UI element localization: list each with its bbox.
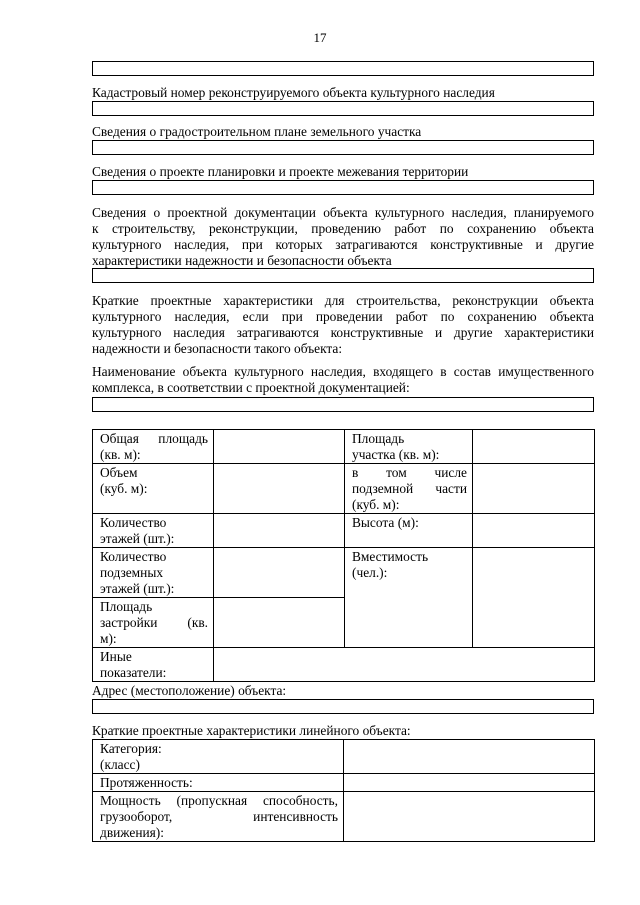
total-area-label: Общая площадь (кв. м): [93, 430, 214, 464]
underground-floors-value[interactable] [214, 548, 345, 598]
planning-project-label: Сведения о проекте планировки и проекте межевания территории [92, 164, 469, 179]
site-area-value[interactable] [473, 430, 595, 464]
power-label: Мощность (пропускная способность, грузооборот, интенсивность движения): [93, 792, 344, 842]
height-label: Высота (м): [345, 514, 473, 548]
brief-characteristics-label [92, 293, 594, 357]
urban-plan-field[interactable] [92, 140, 594, 155]
power-value[interactable] [344, 792, 595, 842]
cadastral-field[interactable] [92, 101, 594, 116]
built-area-value[interactable] [214, 598, 345, 648]
other-indicators-label: Иные показатели: [93, 648, 214, 682]
length-label: Протяженность: [93, 774, 344, 792]
brief-characteristics-line: культурного наследия затрагиваются конструктивные и другие характеристики [92, 325, 594, 340]
category-label: Категория: (класс) [93, 740, 344, 774]
field-top-blank[interactable] [92, 61, 594, 76]
project-docs-line: культурного наследия, при которых затрагиваются конструктивные и другие [92, 237, 594, 252]
underground-volume-label: в том числе подземной части (куб. м): [345, 464, 473, 514]
project-docs-field[interactable] [92, 268, 594, 283]
floors-value[interactable] [214, 514, 345, 548]
linear-object-table [92, 739, 595, 842]
object-name-line: Наименование объекта культурного наследия, входящего в состав имущественного [92, 364, 594, 379]
height-value[interactable] [473, 514, 595, 548]
volume-label: Объем (куб. м): [93, 464, 214, 514]
underground-volume-value[interactable] [473, 464, 595, 514]
category-value[interactable] [344, 740, 595, 774]
brief-characteristics-line: надежности и безопасности такого объекта: [92, 341, 343, 356]
floors-label: Количество этажей (шт.): [93, 514, 214, 548]
brief-characteristics-line: Краткие проектные характеристики для строительства, реконструкции объекта [92, 293, 594, 308]
cadastral-label: Кадастровый номер реконструируемого объекта культурного наследия [92, 85, 495, 100]
capacity-label: Вместимость (чел.): [345, 548, 473, 648]
built-area-label: Площадь застройки (кв. м): [93, 598, 214, 648]
linear-object-label: Краткие проектные характеристики линейного объекта: [92, 723, 411, 738]
project-docs-line: Сведения о проектной документации объекта культурного наследия, планируемого [92, 205, 594, 220]
volume-value[interactable] [214, 464, 345, 514]
other-indicators-value[interactable] [214, 648, 595, 682]
object-name-field[interactable] [92, 397, 594, 412]
page-number: 17 [313, 30, 327, 45]
project-docs-line: характеристики надежности и безопасности объекта [92, 253, 392, 268]
project-docs-line: к строительству, реконструкции, проведению работ по сохранению объекта [92, 221, 594, 236]
address-label: Адрес (местоположение) объекта: [92, 683, 287, 698]
object-name-line: комплекса, в соответствии с проектной документацией: [92, 380, 410, 395]
site-area-label: Площадь участка (кв. м): [345, 430, 473, 464]
object-name-label [92, 364, 594, 396]
object-characteristics-table [92, 429, 595, 682]
capacity-value[interactable] [473, 548, 595, 648]
brief-characteristics-line: культурного наследия, если при проведении работ по сохранению объекта [92, 309, 594, 324]
urban-plan-label: Сведения о градостроительном плане земельного участка [92, 124, 422, 139]
project-docs-label [92, 205, 594, 269]
underground-floors-label: Количество подземных этажей (шт.): [93, 548, 214, 598]
total-area-value[interactable] [214, 430, 345, 464]
planning-project-field[interactable] [92, 180, 594, 195]
address-field[interactable] [92, 699, 594, 714]
length-value[interactable] [344, 774, 595, 792]
